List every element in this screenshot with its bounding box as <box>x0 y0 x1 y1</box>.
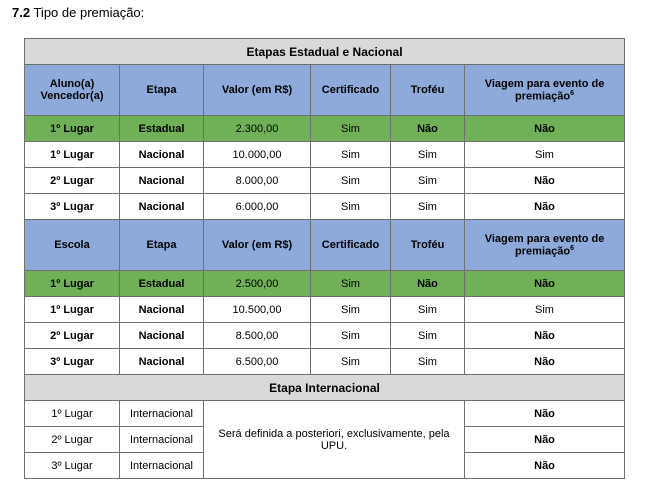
col-header-stage: Etapa <box>120 220 204 271</box>
certificate-cell: Sim <box>311 297 391 323</box>
col-header-trip <box>465 220 625 271</box>
national-section-row <box>25 39 625 65</box>
section-title: Tipo de premiação: <box>33 5 145 20</box>
school-header-row <box>25 220 625 271</box>
stage-cell: Internacional <box>120 427 204 453</box>
value-cell: 6.000,00 <box>204 194 311 220</box>
table-row <box>25 168 625 194</box>
table-row <box>25 349 625 375</box>
trophy-cell: Sim <box>391 323 465 349</box>
col-header-certificate: Certificado <box>311 65 391 116</box>
certificate-cell: Sim <box>311 194 391 220</box>
stage-cell: Internacional <box>120 401 204 427</box>
stage-cell: Estadual <box>120 271 204 297</box>
stage-cell: Nacional <box>120 142 204 168</box>
table-row <box>25 297 625 323</box>
value-cell: 10.000,00 <box>204 142 311 168</box>
table-row <box>25 194 625 220</box>
table-row <box>25 323 625 349</box>
trip-cell: Não <box>465 323 625 349</box>
national-section-header: Etapas Estadual e Nacional <box>25 39 625 65</box>
trophy-cell: Sim <box>391 194 465 220</box>
trip-cell: Não <box>465 401 625 427</box>
certificate-cell: Sim <box>311 323 391 349</box>
value-cell: 10.500,00 <box>204 297 311 323</box>
certificate-cell: Sim <box>311 349 391 375</box>
col-header-certificate: Certificado <box>311 220 391 271</box>
table-row <box>25 401 625 427</box>
international-section-row <box>25 375 625 401</box>
trip-cell: Não <box>465 168 625 194</box>
trip-cell: Não <box>465 116 625 142</box>
certificate-cell: Sim <box>311 116 391 142</box>
col-header-stage: Etapa <box>120 65 204 116</box>
col-header-trophy: Troféu <box>391 220 465 271</box>
stage-cell: Nacional <box>120 323 204 349</box>
table-row <box>25 116 625 142</box>
stage-cell: Nacional <box>120 349 204 375</box>
value-cell: 6.500,00 <box>204 349 311 375</box>
trophy-cell: Não <box>391 271 465 297</box>
place-cell: 1º Lugar <box>25 401 120 427</box>
col-header-student: Aluno(a) Vencedor(a) <box>25 65 120 116</box>
international-note: Será definida a posteriori, exclusivamente, pela UPU. <box>204 401 465 479</box>
stage-cell: Nacional <box>120 168 204 194</box>
award-table <box>24 38 625 479</box>
value-cell: 2.500,00 <box>204 271 311 297</box>
student-header-row <box>25 65 625 116</box>
trip-cell: Sim <box>465 297 625 323</box>
col-header-value: Valor (em R$) <box>204 65 311 116</box>
place-cell: 1º Lugar <box>25 142 120 168</box>
certificate-cell: Sim <box>311 142 391 168</box>
stage-cell: Estadual <box>120 116 204 142</box>
value-cell: 8.000,00 <box>204 168 311 194</box>
stage-cell: Nacional <box>120 297 204 323</box>
trophy-cell: Sim <box>391 349 465 375</box>
trip-cell: Não <box>465 194 625 220</box>
place-cell: 3º Lugar <box>25 349 120 375</box>
trophy-cell: Sim <box>391 142 465 168</box>
value-cell: 2.300,00 <box>204 116 311 142</box>
table-row <box>25 271 625 297</box>
table-row <box>25 142 625 168</box>
certificate-cell: Sim <box>311 271 391 297</box>
col-header-trophy: Troféu <box>391 65 465 116</box>
international-section-header: Etapa Internacional <box>25 375 625 401</box>
trip-cell: Não <box>465 349 625 375</box>
place-cell: 3º Lugar <box>25 194 120 220</box>
col-header-trip <box>465 65 625 116</box>
col-header-school: Escola <box>25 220 120 271</box>
stage-cell: Internacional <box>120 453 204 479</box>
place-cell: 3º Lugar <box>25 453 120 479</box>
col-header-value: Valor (em R$) <box>204 220 311 271</box>
place-cell: 2º Lugar <box>25 323 120 349</box>
place-cell: 1º Lugar <box>25 297 120 323</box>
trip-cell: Sim <box>465 142 625 168</box>
trophy-cell: Sim <box>391 297 465 323</box>
trophy-cell: Não <box>391 116 465 142</box>
trophy-cell: Sim <box>391 168 465 194</box>
place-cell: 2º Lugar <box>25 168 120 194</box>
footnote-marker: 6 <box>570 89 574 97</box>
stage-cell: Nacional <box>120 194 204 220</box>
place-cell: 2º Lugar <box>25 427 120 453</box>
col-header-trip-label: Viagem para evento de premiação <box>484 77 605 103</box>
certificate-cell: Sim <box>311 168 391 194</box>
place-cell: 1º Lugar <box>25 271 120 297</box>
trip-cell: Não <box>465 271 625 297</box>
value-cell: 8.500,00 <box>204 323 311 349</box>
place-cell: 1º Lugar <box>25 116 120 142</box>
footnote-marker: 6 <box>570 244 574 252</box>
trip-cell: Não <box>465 453 625 479</box>
col-header-trip-label: Viagem para evento de premiação <box>484 232 605 258</box>
section-heading <box>12 5 144 20</box>
trip-cell: Não <box>465 427 625 453</box>
section-number: 7.2 <box>12 5 31 20</box>
